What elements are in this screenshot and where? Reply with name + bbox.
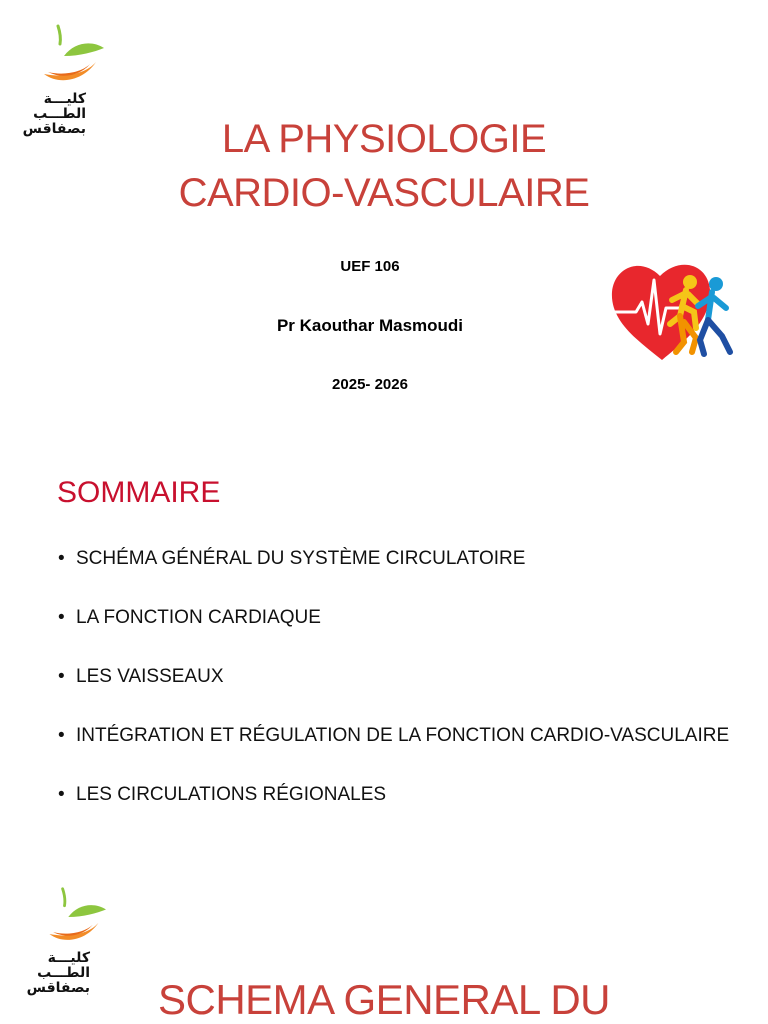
course-code: UEF 106 [340, 258, 400, 275]
bullet-icon: • [58, 666, 65, 687]
heart-runners-icon [600, 250, 750, 365]
logo-text-line-2: الطـــب [37, 965, 90, 981]
summary-item-text: LES VAISSEAUX [76, 666, 224, 687]
logo-text-line-2: الطـــب [33, 106, 86, 122]
next-slide-title: SCHEMA GENERAL DU [157, 976, 611, 1023]
bullet-icon: • [58, 607, 65, 628]
summary-item [58, 544, 729, 603]
bullet-icon: • [58, 784, 65, 805]
summary-list [58, 544, 729, 839]
summary-item [58, 780, 729, 839]
summary-item-text: LES CIRCULATIONS RÉGIONALES [76, 784, 387, 805]
logo-text-line-1: كليـــة [47, 950, 90, 966]
slide-title-line-1: LA PHYSIOLOGIE [221, 117, 547, 161]
bullet-icon: • [58, 725, 65, 746]
summary-item [58, 721, 729, 780]
professor-name: Pr Kaouthar Masmoudi [276, 316, 464, 335]
summary-item [58, 662, 729, 721]
summary-item-text: SCHÉMA GÉNÉRAL DU SYSTÈME CIRCULATOIRE [76, 548, 526, 569]
logo-text-line-3: بصفاقس [26, 980, 90, 996]
logo-text-line-1: كليـــة [43, 91, 86, 107]
logo-text-line-3: بصفاقس [22, 121, 86, 137]
slide-title-line-2: CARDIO-VASCULAIRE [178, 171, 590, 215]
faculty-logo-apple-icon [28, 885, 118, 951]
bullet-icon: • [58, 548, 65, 569]
summary-item [58, 603, 729, 662]
summary-item-text: LA FONCTION CARDIAQUE [76, 607, 321, 628]
summary-heading: SOMMAIRE [57, 476, 221, 509]
faculty-logo-apple-icon [24, 22, 114, 92]
summary-item-text: INTÉGRATION ET RÉGULATION DE LA FONCTION CARDIO-VASCULAIRE [76, 725, 730, 746]
academic-year: 2025- 2026 [332, 376, 408, 393]
